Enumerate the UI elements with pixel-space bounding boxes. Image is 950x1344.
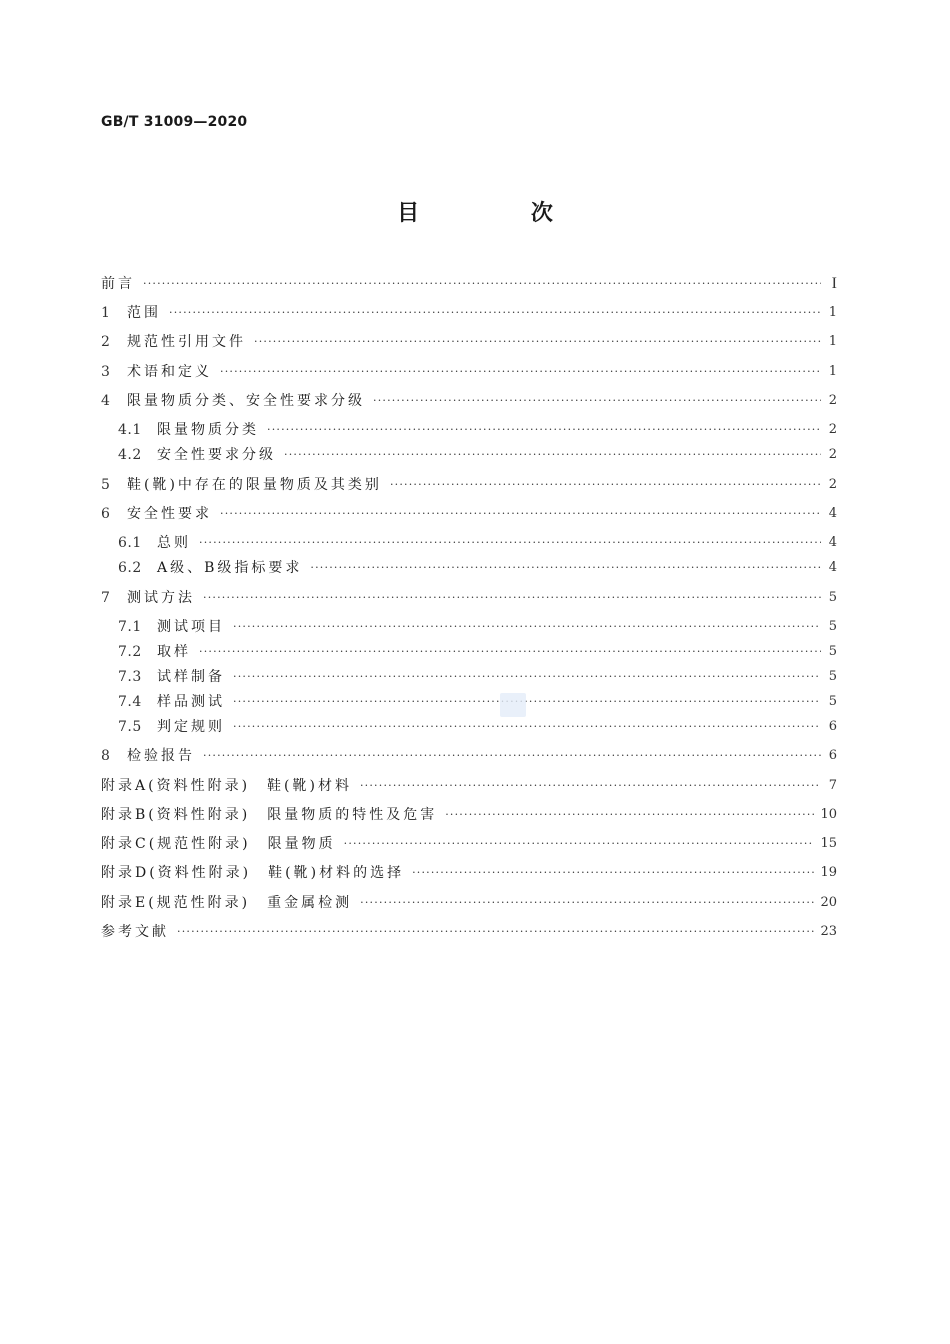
toc-entry-title: 试样制备 <box>157 669 225 685</box>
toc-entry-number: 5 <box>101 477 111 493</box>
toc-entry-number: 6.1 <box>118 535 142 551</box>
standard-code: GB/T 31009—2020 <box>101 114 248 130</box>
toc-entry-title: 前言 <box>101 276 135 292</box>
toc-entry-title: 附录D(资料性附录) 鞋(靴)材料的选择 <box>101 865 405 881</box>
toc-entry-number: 6.2 <box>118 560 142 576</box>
toc-entry[interactable] <box>101 473 837 497</box>
toc-entry-page: 5 <box>828 694 837 709</box>
toc-entry[interactable] <box>101 832 837 856</box>
toc-entry-number: 7.3 <box>118 669 142 685</box>
toc-entry-title: 附录E(规范性附录) 重金属检测 <box>101 895 353 911</box>
toc-entry-title: 检验报告 <box>127 748 195 764</box>
toc-entry[interactable] <box>101 861 837 885</box>
toc-dot-leader <box>254 330 821 354</box>
toc-entry-number: 3 <box>101 364 111 380</box>
toc-entry-title: 测试方法 <box>127 590 195 606</box>
toc-entry-number: 7.5 <box>118 719 142 735</box>
toc-entry-page: 4 <box>828 506 837 521</box>
toc-entry[interactable] <box>101 586 837 610</box>
toc-entry-page: 4 <box>828 560 837 575</box>
toc-entry[interactable] <box>118 640 837 664</box>
toc-entry[interactable] <box>101 920 837 944</box>
toc-dot-leader <box>143 272 821 296</box>
toc-entry-page: 5 <box>828 590 837 605</box>
toc-entry[interactable] <box>101 272 837 296</box>
toc-entry-number: 4.1 <box>118 422 142 438</box>
toc-dot-leader <box>199 640 821 664</box>
toc-entry-page: 19 <box>820 865 837 880</box>
toc-entry-number: 8 <box>101 748 111 764</box>
toc-entry-number: 2 <box>101 334 111 350</box>
toc-entry-page: 2 <box>828 447 837 462</box>
toc-entry-page: 15 <box>820 836 837 851</box>
toc-entry[interactable] <box>101 891 837 915</box>
toc-entry[interactable] <box>118 531 837 555</box>
selection-highlight <box>500 693 526 717</box>
toc-dot-leader <box>199 531 821 555</box>
toc-entry[interactable] <box>118 556 837 580</box>
toc-entry[interactable] <box>118 615 837 639</box>
toc-dot-leader <box>373 389 821 413</box>
toc-entry-page: 2 <box>828 477 837 492</box>
toc-entry-page: 2 <box>828 393 837 408</box>
toc-dot-leader <box>233 615 821 639</box>
toc-dot-leader <box>220 502 821 526</box>
toc-entry-title: 附录C(规范性附录) 限量物质 <box>101 836 336 852</box>
toc-entry-title: A级、B级指标要求 <box>157 560 303 576</box>
toc-dot-leader <box>233 690 821 714</box>
toc-dot-leader <box>177 920 814 944</box>
toc-entry-title: 取样 <box>157 644 191 660</box>
toc-entry[interactable] <box>101 502 837 526</box>
toc-entry-number: 7.2 <box>118 644 142 660</box>
toc-entry-number: 4.2 <box>118 447 142 463</box>
toc-entry-title: 鞋(靴)中存在的限量物质及其类别 <box>127 477 382 493</box>
toc-entry-number: 7 <box>101 590 111 606</box>
toc-entry-page: 10 <box>820 807 837 822</box>
toc-entry[interactable] <box>118 665 837 689</box>
toc-entry-title: 限量物质分类、安全性要求分级 <box>127 393 365 409</box>
toc-entry[interactable] <box>101 803 837 827</box>
toc-entry-page: 5 <box>828 644 837 659</box>
toc-entry-number: 7.4 <box>118 694 142 710</box>
toc-entry-page: 6 <box>828 719 837 734</box>
toc-entry-page: 1 <box>828 305 837 320</box>
toc-entry-page: 4 <box>828 535 837 550</box>
toc-entry[interactable] <box>101 389 837 413</box>
toc-entry-title: 判定规则 <box>157 719 225 735</box>
toc-entry-title: 规范性引用文件 <box>127 334 246 350</box>
toc-entry-title: 参考文献 <box>101 924 169 940</box>
toc-entry[interactable] <box>118 418 837 442</box>
toc-entry-page: 7 <box>828 778 837 793</box>
toc-entry-page: 6 <box>828 748 837 763</box>
toc-entry[interactable] <box>101 301 837 325</box>
toc-dot-leader <box>233 665 821 689</box>
toc-entry[interactable] <box>101 744 837 768</box>
toc-entry-page: 20 <box>820 895 837 910</box>
toc-entry-page: 2 <box>828 422 837 437</box>
toc-dot-leader <box>390 473 821 497</box>
toc-dot-leader <box>233 715 821 739</box>
toc-entry-page: 5 <box>828 619 837 634</box>
toc-entry-number: 1 <box>101 305 111 321</box>
toc-dot-leader <box>310 556 821 580</box>
toc-entry-page: 5 <box>828 669 837 684</box>
toc-entry-title: 限量物质分类 <box>157 422 259 438</box>
toc-dot-leader <box>203 744 821 768</box>
toc-entry-page: 1 <box>828 334 837 349</box>
toc-entry-title: 术语和定义 <box>127 364 212 380</box>
toc-entry[interactable] <box>118 443 837 467</box>
toc-dot-leader <box>412 861 814 885</box>
toc-dot-leader <box>445 803 814 827</box>
toc-entry-page: I <box>831 275 837 292</box>
toc-dot-leader <box>203 586 821 610</box>
toc-entry[interactable] <box>118 715 837 739</box>
toc-entry-title: 附录A(资料性附录) 鞋(靴)材料 <box>101 778 352 794</box>
toc-entry-title: 总则 <box>157 535 191 551</box>
toc-entry[interactable] <box>101 774 837 798</box>
toc-entry-title: 安全性要求分级 <box>157 447 276 463</box>
toc-entry-page: 23 <box>820 924 837 939</box>
toc-entry[interactable] <box>118 690 837 714</box>
toc-entry[interactable] <box>101 330 837 354</box>
toc-title: 目 次 <box>397 201 605 226</box>
toc-entry[interactable] <box>101 360 837 384</box>
toc-dot-leader <box>344 832 815 856</box>
toc-entry-number: 7.1 <box>118 619 142 635</box>
toc-dot-leader <box>284 443 821 467</box>
toc-dot-leader <box>360 891 814 915</box>
toc-dot-leader <box>267 418 821 442</box>
toc-entry-title: 附录B(资料性附录) 限量物质的特性及危害 <box>101 807 438 823</box>
toc-entry-title: 样品测试 <box>157 694 225 710</box>
toc-entry-title: 范围 <box>127 305 161 321</box>
toc-entry-title: 测试项目 <box>157 619 225 635</box>
toc-dot-leader <box>220 360 821 384</box>
toc-entry-page: 1 <box>828 364 837 379</box>
toc-dot-leader <box>360 774 821 798</box>
toc-dot-leader <box>169 301 821 325</box>
toc-entry-title: 安全性要求 <box>127 506 212 522</box>
toc-entry-number: 6 <box>101 506 111 522</box>
toc-entry-number: 4 <box>101 393 111 409</box>
